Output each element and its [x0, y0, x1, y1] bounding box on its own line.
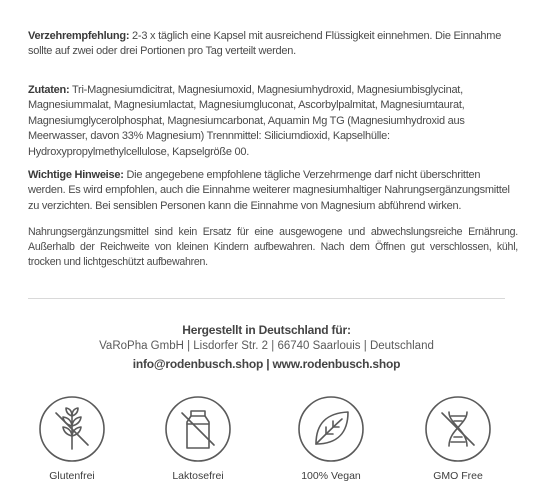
- badge-label-gluten-free: Glutenfrei: [49, 470, 95, 482]
- dosage-section: [28, 29, 518, 60]
- info-section: [28, 225, 518, 271]
- info-text: Nahrungsergänzungsmittel sind kein Ersatz für eine ausgewogene und abwechslungsreiche Ernährung. Außerhalb der Reichweite von kleinen Kindern aufbewahren. Nach dem Öffnen gut verschlossen, kühl, trocken und lichtgeschützt aufbewahren.: [28, 226, 518, 269]
- dosage-text: 2-3 x täglich eine Kapsel mit ausreichend Flüssigkeit einnehmen. Die Einnahme sollte auf zwei oder drei Portionen pro Tag verteilt werden.: [28, 30, 502, 58]
- ingredients-text: Tri-Magnesiumdicitrat, Magnesiumoxid, Magnesiumhydroxid, Magnesiumbisglycinat, Magnesiummalat, Magnesiumlactat, Magnesiumgluconat, Ascorbylpalmitat, Magnesiumtaurat, Magnesiumglycerolphosphat, Magnesiumcarbonat, Aquamin Mg TG (Magnesiumhydroxid aus Meerwasser, davon 33% Magnesium) Trennmittel: Siliciumdioxid, Kapselhülle: Hydroxypropylmethylcellulose, Kapselgröße 00.: [28, 84, 465, 158]
- warnings-section: [28, 168, 518, 214]
- manufacturer-title: Hergestellt in Deutschland für:: [182, 323, 351, 337]
- manufacturer-address: VaRoPha GmbH | Lisdorfer Str. 2 | 66740 Saarlouis | Deutschland: [99, 340, 434, 352]
- ingredients-label: Zutaten:: [28, 84, 70, 96]
- ingredients-section: [28, 83, 518, 160]
- vegan-leaf-icon: [296, 394, 366, 464]
- warnings-text: Die angegebene empfohlene tägliche Verzehrmenge darf nicht überschritten werden. Es wird empfohlen, auch die Einnahme weiterer magnesiumhaltiger Nahrungsergänzungsmittel zu verzichten. Bei sensiblen Personen kann die Einnahme von Magnesium abführend wirken.: [28, 169, 510, 212]
- lactose-free-icon: [163, 394, 233, 464]
- warnings-label: Wichtige Hinweise:: [28, 169, 124, 181]
- manufacturer-contact: info@rodenbusch.shop | www.rodenbusch.shop: [132, 357, 401, 371]
- gluten-free-icon: [37, 394, 107, 464]
- badge-label-lactose-free: Laktosefrei: [172, 470, 224, 482]
- dosage-label: Verzehrempfehlung:: [28, 30, 130, 42]
- badge-label-gmo-free: GMO Free: [433, 470, 483, 482]
- badge-label-vegan: 100% Vegan: [301, 470, 361, 482]
- gmo-free-icon: [423, 394, 493, 464]
- section-divider: [28, 298, 505, 299]
